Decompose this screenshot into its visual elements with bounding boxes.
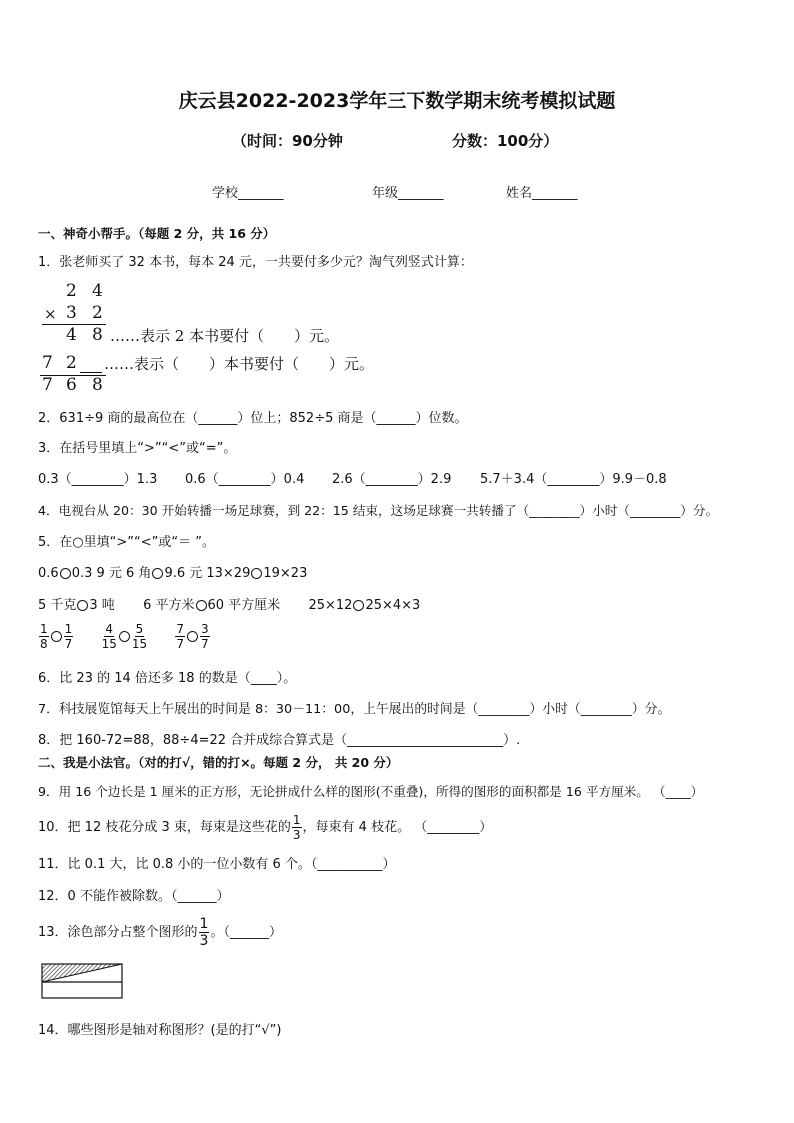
q3-item: 0.6（________）0.4 (185, 472, 305, 487)
compare-circle[interactable] (77, 600, 88, 611)
q3-item: 5.7＋3.4（________）9.9－0.8 (480, 472, 667, 487)
compare-value: 19×23 (263, 566, 308, 581)
q5-line-1 (38, 562, 307, 581)
compare-circle[interactable] (60, 568, 71, 579)
digit: 2 (66, 281, 77, 301)
question-7: 7．科技展览馆每天上午展出的时间是 8：30－11：00，上午展出的时间是（________）小时（________）分。 (38, 702, 671, 717)
compare-circle[interactable] (251, 568, 262, 579)
compare-value: 9.6 元 13×29 (164, 566, 251, 581)
compare-circle[interactable] (196, 600, 207, 611)
question-13: 13．涂色部分占整个图形的 $\frac{1}{3}$ 。（______） (38, 916, 282, 949)
compare-value: 60 平方厘米 (207, 598, 281, 613)
blank-line (80, 372, 102, 373)
exam-time: （时间：90分钟 (232, 132, 343, 150)
fraction: $\frac{7}{7}$ (176, 622, 185, 651)
question-6: 6．比 23 的 14 倍还多 18 的数是（____）。 (38, 671, 297, 686)
compare-value: 3 吨 (89, 598, 115, 613)
fraction: $\frac{1}{7}$ (64, 622, 73, 651)
compare-value: 25×4×3 (365, 598, 421, 613)
grade-field: 年级_______ (372, 186, 444, 201)
digit: 2 (92, 303, 103, 323)
compare-value: 25×12 (308, 598, 353, 613)
digit: 7 (42, 353, 53, 373)
digit: 4 (66, 325, 77, 345)
compare-value: 0.3 9 元 6 角 (71, 566, 152, 581)
fraction: $\frac{1}{8}$ (40, 622, 48, 651)
q3-item: 0.3（________）1.3 (38, 472, 158, 487)
digit: 7 (42, 375, 53, 395)
compare-value: 0.6 (38, 566, 59, 581)
section-2-heading: 二、我是小法官。（对的打√，错的打×。每题 2 分， 共 20 分） (38, 755, 399, 770)
row-note: ……表示（ ）本书要付（ ）元。 (104, 355, 375, 373)
compare-value: 6 平方米 (143, 598, 195, 613)
compare-circle[interactable] (119, 631, 130, 642)
exam-score: 分数：100分） (452, 132, 559, 150)
digit: 4 (92, 281, 103, 301)
question-14: 14．哪些图形是轴对称图形？(是的打“√”) (38, 1023, 282, 1038)
fraction: $\frac{3}{7}$ (201, 622, 209, 651)
question-2: 2．631÷9 商的最高位在（______）位上；852÷5 商是（______）位数。 (38, 411, 468, 426)
compare-value: 5 千克 (38, 598, 77, 613)
question-4: 4．电视台从 20：30 开始转播一场足球赛，到 22：15 结束，这场足球赛一共转播了（________）小时（________）分。 (38, 503, 719, 518)
shaded-rectangle-figure (40, 962, 124, 1000)
compare-circle[interactable] (51, 631, 62, 642)
fraction: $\frac{4}{15}$ (101, 622, 117, 651)
question-10: 10．把 12 枝花分成 3 束，每束是这些花的 $\frac{1}{3}$ ，每束有 4 枝花。 （________） (38, 813, 493, 842)
digit: 8 (92, 325, 103, 345)
q5-line-2 (38, 594, 420, 613)
digit: 8 (92, 375, 103, 395)
digit: 3 (66, 303, 77, 323)
question-3: 3．在括号里填上“>”“<”或“=”。 (38, 441, 237, 456)
compare-circle[interactable] (152, 568, 163, 579)
question-8: 8．把 160-72=88，88÷4=22 合并成综合算式是（________________________）. (38, 733, 521, 748)
question-5: 5．在○里填“>”“<”或“＝ ”。 (38, 535, 215, 550)
fraction: $\frac{5}{15}$ (131, 622, 148, 651)
fraction: $\frac{1}{3}$ (292, 813, 301, 842)
digit: 6 (66, 375, 77, 395)
question-1: 1．张老师买了 32 本书，每本 24 元，一共要付多少元？淘气列竖式计算： (38, 255, 473, 270)
question-9: 9．用 16 个边长是 1 厘米的正方形，无论拼成什么样的图形(不重叠)，所得的图形的面积都是 16 平方厘米。 （____） (38, 784, 704, 799)
compare-circle[interactable] (353, 600, 364, 611)
digit: 2 (66, 353, 77, 373)
q3-item: 2.6（________）2.9 (332, 472, 452, 487)
q5-line-3 (38, 623, 211, 650)
row-note: ……表示 2 本书要付（ ）元。 (110, 327, 340, 345)
fraction: $\frac{1}{3}$ (199, 916, 209, 949)
page-title: 庆云县2022-2023学年三下数学期末统考模拟试题 (178, 90, 616, 112)
name-field: 姓名_______ (506, 186, 578, 201)
question-11: 11．比 0.1 大，比 0.8 小的一位小数有 6 个。（__________） (38, 857, 396, 872)
compare-circle[interactable] (187, 631, 198, 642)
school-field: 学校_______ (212, 186, 284, 201)
question-12: 12．0 不能作被除数。（______） (38, 889, 230, 904)
multiply-sign: × (44, 305, 57, 323)
section-1-heading: 一、神奇小帮手。（每题 2 分，共 16 分） (38, 226, 276, 241)
